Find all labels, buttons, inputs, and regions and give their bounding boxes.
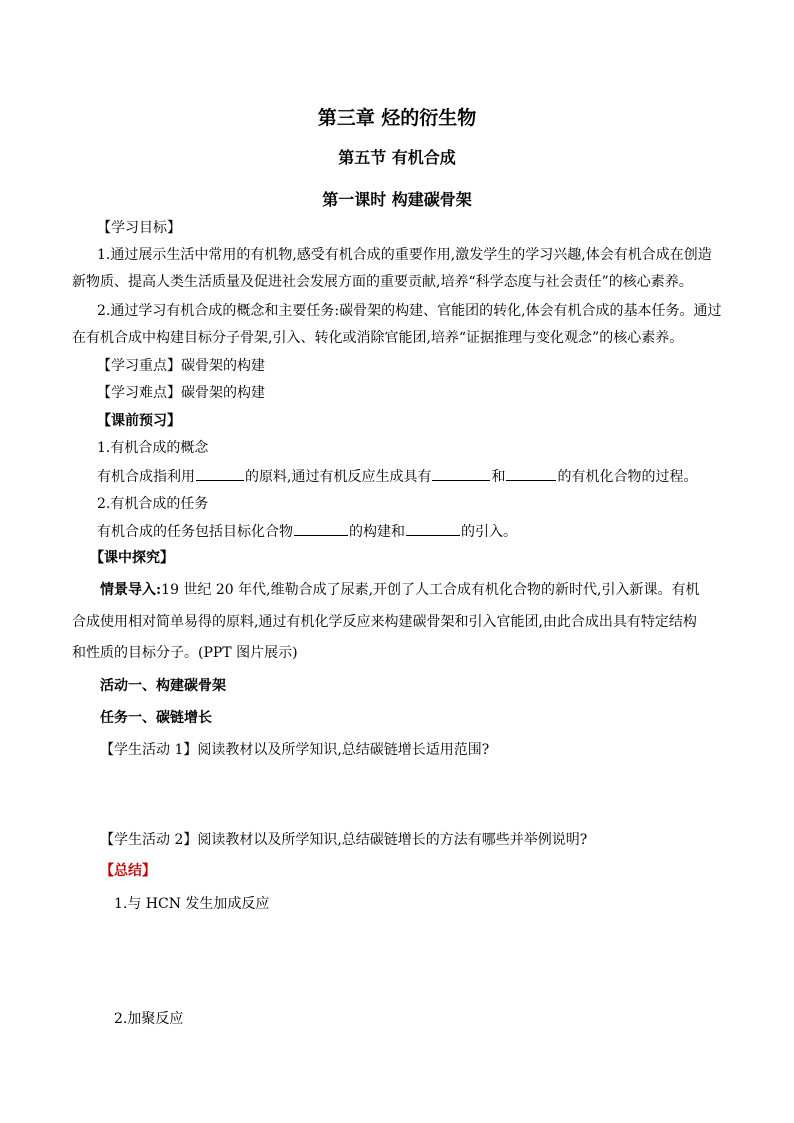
intro-line-3: 和性质的目标分子。(PPT 图片展示) [72,645,298,661]
q2-text-c: 的引入。 [461,524,517,540]
preview-heading: 【课前预习】 [97,413,181,429]
q2-text-a: 有机合成的任务包括目标化合物 [97,524,293,540]
intro-line-2: 合成使用相对简单易得的原料,通过有机化学反应来构建碳骨架和引入官能团,由此合成出具有特定结构 [72,614,697,630]
student-activity-2: 【学生活动 2】阅读教材以及所学知识,总结碳链增长的方法有哪些并举例说明? [100,832,588,848]
intro-label: 情景导入: [100,582,162,598]
chapter-title: 第三章 烃的衍生物 [317,107,477,129]
difficulty-text: 碳骨架的构建 [181,385,265,401]
focus-label: 【学习重点】 [97,358,181,374]
q2-text-b: 的构建和 [349,524,405,540]
q1-text-b: 的原料,通过有机反应生成具有 [245,469,432,485]
summary-item-1: 1.与 HCN 发生加成反应 [114,896,270,912]
q1-text-c: 和 [491,469,506,485]
goal-2-line-1: 2.通过学习有机合成的概念和主要任务:碳骨架的构建、官能团的转化,体会有机合成的基本任务。通过 [97,303,722,319]
intro-text-1: 19 世纪 20 年代,维勒合成了尿素,开创了人工合成有机化合物的新时代,引入新课。有机 [161,582,700,598]
difficulty-row [97,383,265,403]
difficulty-label: 【学习难点】 [97,385,181,401]
goal-1-line-1: 1.通过展示生活中常用的有机物,感受有机合成的重要作用,激发学生的学习兴趣,体会有机合成在创造 [97,247,712,263]
goal-2-line-2: 在有机合成中构建目标分子骨架,引入、转化或消除官能团,培养“证据推理与变化观念”的核心素养。 [72,330,684,346]
goal-1-line-2: 新物质、提高人类生活质量及促进社会发展方面的重要贡献,培养“科学态度与社会责任”的核心素养。 [72,274,693,290]
inquiry-heading: 【课中探究】 [90,550,174,566]
fill-blank[interactable] [432,466,490,481]
preview-q1-row [97,466,697,487]
preview-q2-title: 2.有机合成的任务 [97,496,209,512]
goals-heading: 【学习目标】 [97,220,181,236]
activity-1-heading: 活动一、构建碳骨架 [100,678,226,694]
focus-row [97,356,265,376]
intro-line-1 [100,580,700,600]
lesson-title: 第一课时 构建碳骨架 [322,190,472,209]
q1-text-a: 有机合成指利用 [97,469,195,485]
preview-q1-title: 1.有机合成的概念 [97,440,209,456]
focus-text: 碳骨架的构建 [181,358,265,374]
task-1-heading: 任务一、碳链增长 [100,710,212,726]
q1-text-d: 的有机化合物的过程。 [557,469,698,485]
fill-blank[interactable] [294,521,348,536]
preview-q2-row [97,521,517,542]
fill-blank[interactable] [506,466,556,481]
fill-blank[interactable] [196,466,244,481]
summary-heading: 【总结】 [100,863,156,879]
student-activity-1: 【学生活动 1】阅读教材以及所学知识,总结碳链增长适用范围? [100,742,490,758]
section-title: 第五节 有机合成 [338,148,456,167]
summary-item-2: 2.加聚反应 [114,1011,184,1027]
fill-blank[interactable] [406,521,460,536]
